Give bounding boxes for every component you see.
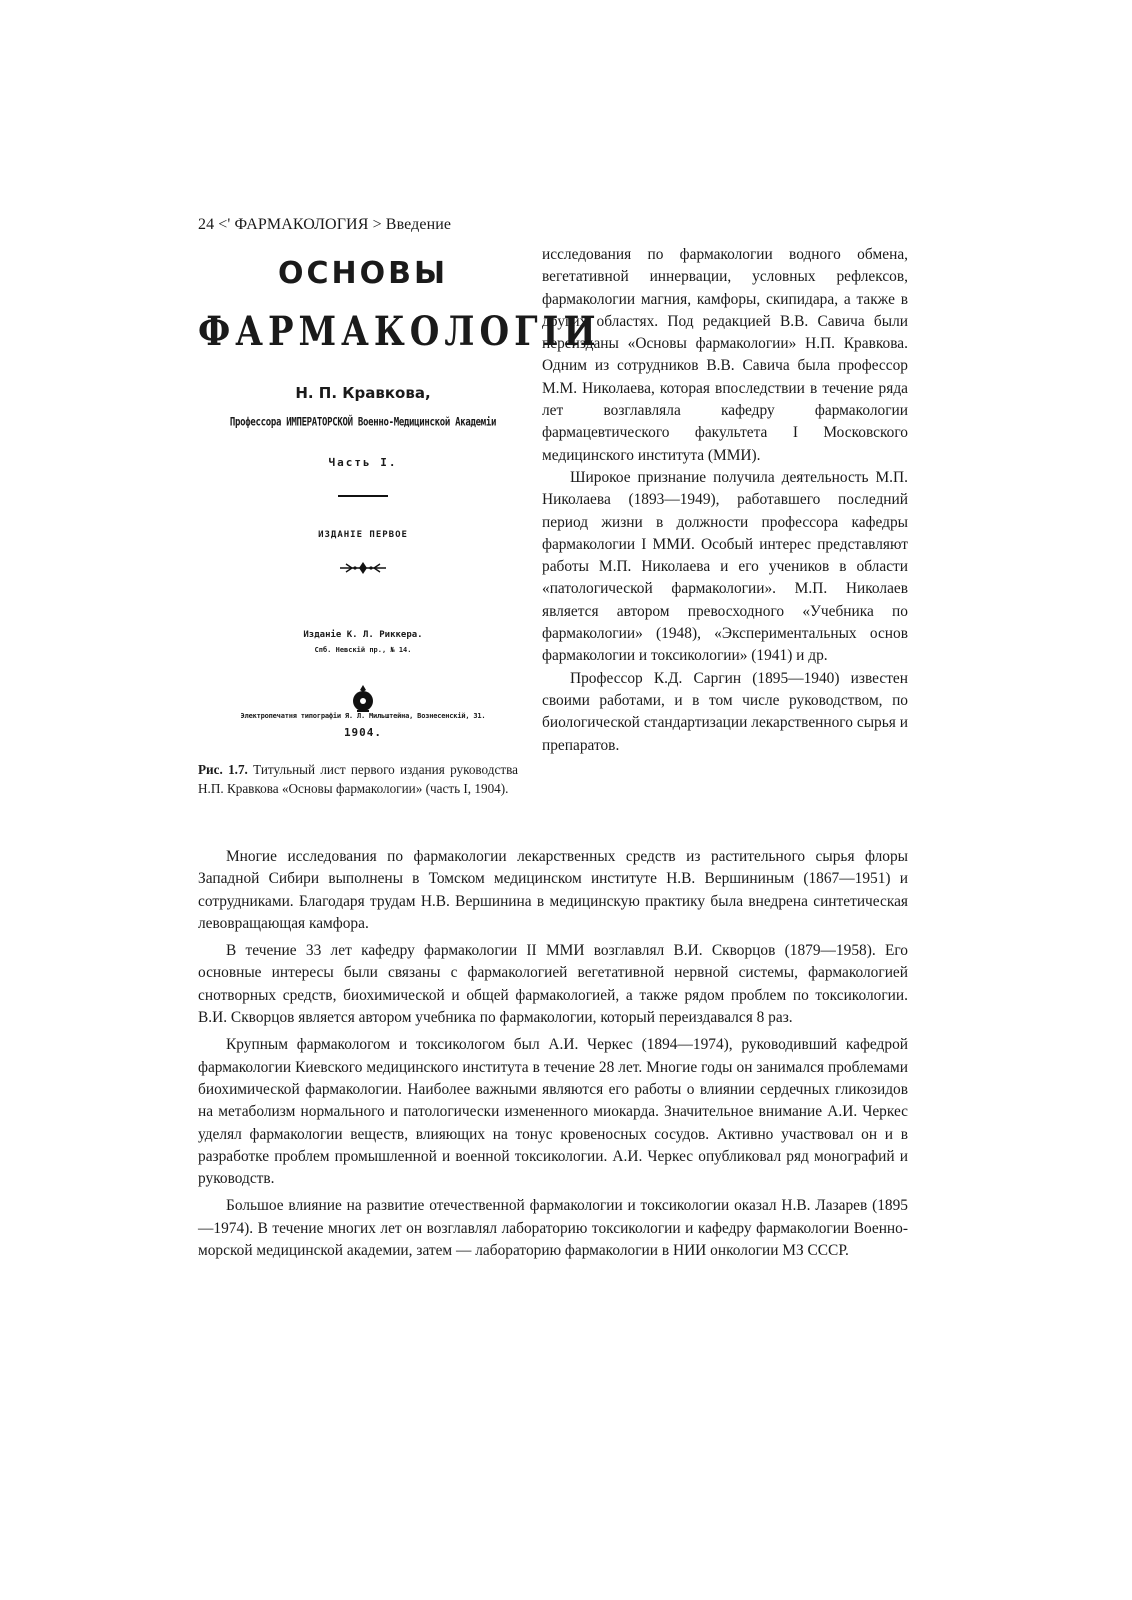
paragraph: Крупным фармакологом и токсикологом был А.И. Черкес (1894—1974), руководивший кафедрой фармакологии Киевского медицинского института в течение 28 лет. Многие годы он занимался проблемами биохимической фармакологии. Наиболее важными являются его работы о влиянии сердечных гликозидов на метаболизм нормального и патологически измененного миокарда. Значительное внимание А.И. Черкес уделял фармакологии веществ, влияющих на тонус кровеносных сосудов. Активно участвовал он и в разработке проблем промышленной и военной токсикологии. А.И. Черкес опубликовал ряд монографий и руководств. bbox=[198, 1036, 908, 1188]
title-page-printer: Электропечатня типографiи Я. Л. Мильштейна, Вознесенскiй, 31. bbox=[240, 712, 486, 720]
figure-title-page bbox=[198, 250, 601, 796]
title-page-title-line2: ФАРМАКОЛОГIИ bbox=[198, 308, 601, 356]
right-column bbox=[542, 244, 908, 757]
ornament-icon bbox=[338, 560, 388, 576]
paragraph: Широкое признание получила деятельность М.П. Николаева (1893—1949), работавшего последний период жизни в должности профессора кафедры фармакологии I ММИ. Особый интерес представляют работы М.П. Николаева и его учеников в области «патологической фармакологии». М.П. Николаев является автором превосходного «Учебника по фармакологии» (1948), «Экспериментальных основ фармакологии и токсикологии» (1941) и др. bbox=[542, 468, 908, 665]
running-head: 24 <' ФАРМАКОЛОГИЯ > Введение bbox=[198, 216, 452, 233]
paragraph: исследования по фармакологии водного обмена, вегетативной иннервации, условных рефлексов, фармакологии магния, камфоры, скипидара, а также в других областях. Под редакцией В.В. Савича были переизданы «Основы фармакологии» Н.П. Кравкова. Одним из сотрудников В.В. Савича была профессор М.М. Николаева, которая впоследствии в течение ряда лет возглавляла кафедру фармакологии фармацевтического факультета I Московского медицинского института (ММИ). bbox=[542, 246, 908, 464]
paragraph: Большое влияние на развитие отечественной фармакологии и токсикологии оказал Н.В. Лазарев (1895—1974). В течение многих лет он возглавлял лабораторию токсикологии и кафедру фармакологии Военно-морской медицинской академии, затем — лабораторию фармакологии в НИИ онкологии МЗ СССР. bbox=[198, 1197, 908, 1260]
caption-label: Рис. 1.7. bbox=[198, 762, 248, 777]
full-width-text bbox=[198, 846, 908, 1262]
title-page-title-line1: ОСНОВЫ bbox=[277, 256, 449, 291]
paragraph: В течение 33 лет кафедру фармакологии II ММИ возглавлял В.И. Скворцов (1879—1958). Его основные интересы были связаны с фармакологией вегетативной нервной системы, фармакологией снотворных средств, биохимической и общей фармакологией, а также рядом проблем по токсикологии. В.И. Скворцов является автором учебника по фармакологии, который переиздавался 8 раз. bbox=[198, 942, 908, 1027]
caption-text: Титульный лист первого издания руководства Н.П. Кравкова «Основы фармакологии» (часть I, 1904). bbox=[198, 762, 518, 796]
title-page-address: Спб. Невскiй пр., № 14. bbox=[314, 646, 412, 654]
figure-caption bbox=[198, 760, 518, 798]
title-page-year: 1904. bbox=[343, 726, 383, 739]
title-page-author: Н. П. Кравкова, bbox=[295, 384, 431, 402]
paragraph: Профессор К.Д. Саргин (1895—1940) известен своими работами, и в том числе руководством, по биологической стандартизации лекарственного сырья и препаратов. bbox=[542, 669, 908, 754]
title-page-rule bbox=[338, 495, 388, 497]
title-page-position: Профессора ИМПЕРАТОРСКОЙ Военно-Медицинской Академiи bbox=[229, 416, 497, 430]
title-page-publisher: Изданiе К. Л. Риккера. bbox=[303, 630, 423, 640]
paragraph: Многие исследования по фармакологии лекарственных средств из растительного сырья флоры Западной Сибири выполнены в Томском медицинском институте Н.В. Вершининым (1867—1951) и сотрудниками. Благодаря трудам Н.В. Вершинина в медицинскую практику была внедрена синтетическая левовращающая камфора. bbox=[198, 848, 908, 932]
emblem-icon bbox=[350, 684, 376, 714]
title-page-part: Часть I. bbox=[328, 456, 398, 469]
title-page-image bbox=[198, 250, 601, 760]
title-page-edition: ИЗДАНIЕ ПЕРВОЕ bbox=[318, 530, 408, 540]
